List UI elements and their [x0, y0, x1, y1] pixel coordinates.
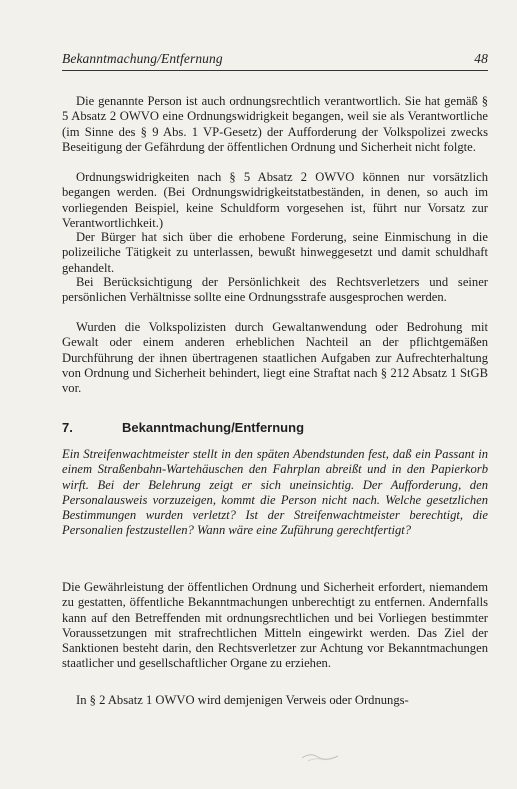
section-heading — [62, 420, 488, 435]
case-description: Ein Streifenwachtmeister stellt in den späten Abendstunden fest, daß ein Passant in einem Straßenbahn-Wartehäuschen den Fahrplan abreißt und in den Papierkorb wirft. Bei der Belehrung zeigt er sich uneinsichtig. Der Aufforderung, den Personalausweis vorzuzeigen, kommt die Person nicht nach. Welche gesetzlichen Bestimmungen wurden verletzt? Ist der Streifenwachtmeister berechtigt, die Personalien festzustellen? Wann wäre eine Zuführung gerechtfertigt? — [62, 447, 488, 538]
paragraph: Der Bürger hat sich über die erhobene Forderung, seine Einmischung in die polizeiliche Tätigkeit zu unterlassen, bewußt hinweggesetzt und damit schuldhaft gehandelt. — [62, 230, 488, 275]
paragraph: Die Gewährleistung der öffentlichen Ordnung und Sicherheit erfordert, niemandem zu gestatten, öffentliche Bekanntmachungen unberechtigt zu entfernen. Andernfalls kann auf den Betreffenden mit ordnungsrechtlichen und bei Vorliegen bestimmter Voraussetzungen mit strafrechtlichen Mitteln eingewirkt werden. Das Ziel der Sanktionen besteht darin, den Rechtsverletzer zur Achtung vor Bekanntmachungen staatlicher und gesellschaftlicher Organe zu erziehen. — [62, 580, 488, 671]
section-number: 7. — [62, 420, 73, 435]
paragraph: Die genannte Person ist auch ordnungsrechtlich verantwortlich. Sie hat gemäß § 5 Absatz 2 OWVO eine Ordnungswidrigkeit begangen, weil sie als Verantwortliche (im Sinne des § 9 Abs. 1 VP-Gesetz) der Aufforderung der Volkspolizei zwecks Beseitigung der Gefährdung der öffentlichen Ordnung und Sicherheit nicht folgte. — [62, 94, 488, 154]
paragraph: Ordnungswidrigkeiten nach § 5 Absatz 2 OWVO können nur vorsätzlich begangen werden. (Bei Ordnungswidrigkeitstatbeständen, in denen, so auch im vorliegenden Beispiel, keine Schuldform vorgesehen ist, führt nur Vorsatz zur Verantwortlichkeit.) — [62, 170, 488, 230]
header-rule — [62, 70, 488, 71]
section-title: Bekanntmachung/Entfernung — [122, 420, 305, 435]
ink-smudge-mark — [300, 748, 340, 764]
paragraph: Wurden die Volkspolizisten durch Gewaltanwendung oder Bedrohung mit Gewalt oder einem anderen erheblichen Nachteil an der pflichtgemäßen Durchführung der ihnen übertragenen staatlichen Aufgaben zur Aufrechterhaltung von Ordnung und Sicherheit behindert, liegt eine Straftat nach § 212 Absatz 1 StGB vor. — [62, 320, 488, 396]
paragraph: Bei Berücksichtigung der Persönlichkeit des Rechtsverletzers und seiner persönlichen Verhältnisse sollte eine Ordnungsstrafe ausgesprochen werden. — [62, 275, 488, 305]
running-header — [62, 51, 488, 67]
page-number: 48 — [474, 51, 488, 66]
paragraph: In § 2 Absatz 1 OWVO wird demjenigen Verweis oder Ordnungs- — [76, 693, 409, 707]
running-title: Bekanntmachung/Entfernung — [62, 51, 223, 66]
